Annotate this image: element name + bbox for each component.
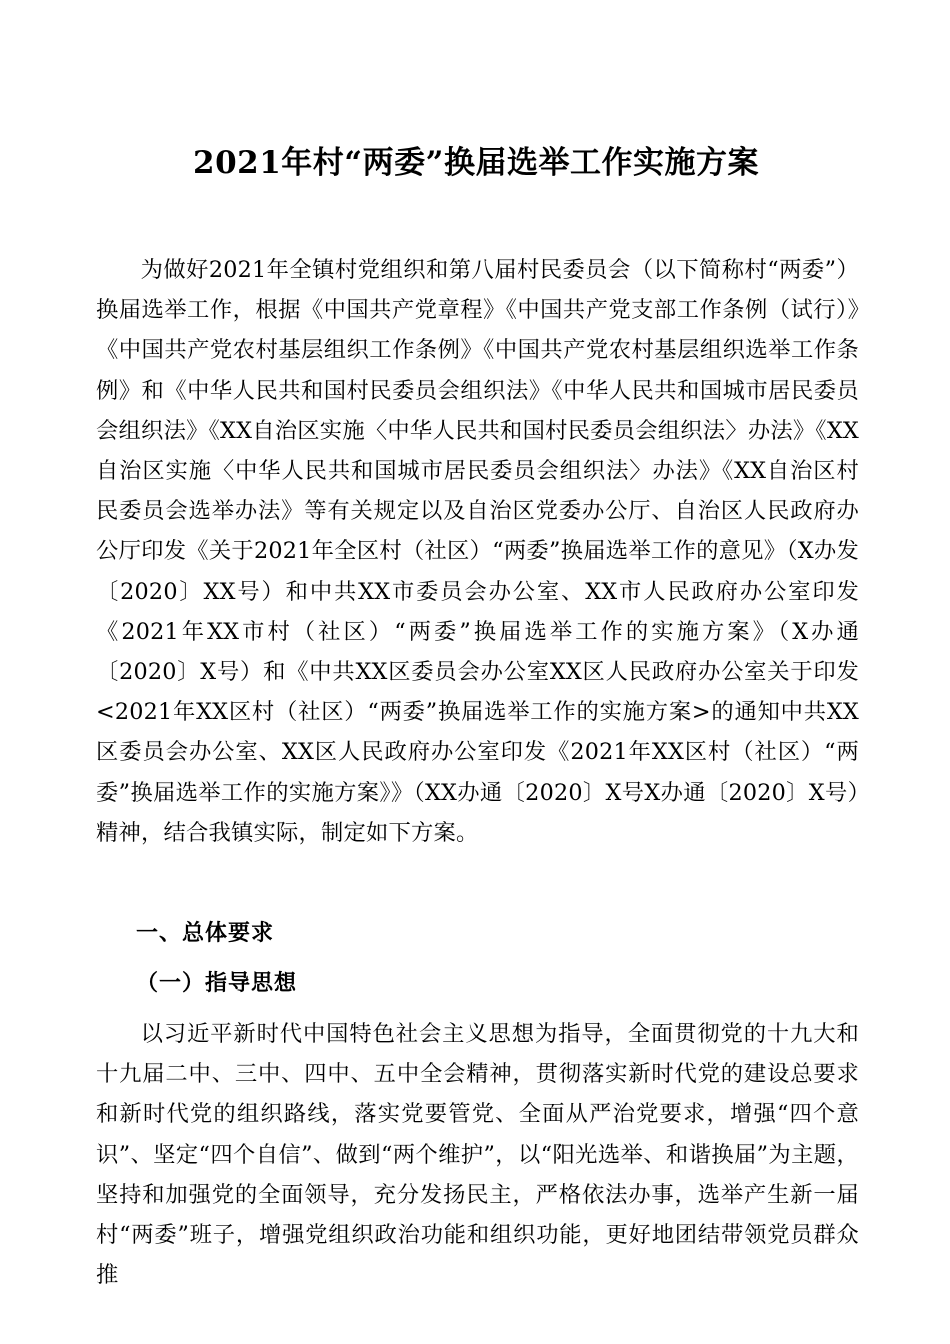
document-title: 2021年村“两委”换届选举工作实施方案: [193, 145, 759, 181]
subsection-heading-guiding-ideology: （一）指导思想: [136, 971, 298, 996]
guiding-ideology-paragraph: 以习近平新时代中国特色社会主义思想为指导，全面贯彻党的十九大和十九届二中、三中、四中、五中全会精神，贯彻落实新时代党的建设总要求和新时代党的组织路线，落实党要管党、全面从严治党要求，增强“四个意识”、坚定“四个自信”、做到“两个维护”，以“阳光选举、和谐换届”为主题，坚持和加强党的全面领导，充分发扬民主，严格依法办事，选举产生新一届村“两委”班子，增强党组织政治功能和组织功能，更好地团结带领党员群众推: [96, 1021, 859, 1289]
intro-paragraph: 为做好2021年全镇村党组织和第八届村民委员会（以下简称村“两委”）换届选举工作，根据《中国共产党章程》《中国共产党支部工作条例（试行）》《中国共产党农村基层组织工作条例》《中国共产党农村基层组织选举工作条例》和《中华人民共和国村民委员会组织法》《中华人民共和国城市居民委员会组织法》《XX自治区实施〈中华人民共和国村民委员会组织法〉办法》《XX自治区实施〈中华人民共和国城市居民委员会组织法〉办法》《XX自治区村民委员会选举办法》等有关规定以及自治区党委办公厅、自治区人民政府办公厅印发《关于2021年全区村（社区）“两委”换届选举工作的意见》（X办发〔2020〕XX号）和中共XX市委员会办公室、XX市人民政府办公室印发《2021年XX市村（社区）“两委”换届选举工作的实施方案》（X办通〔2020〕X号）和《中共XX区委员会办公室XX区人民政府办公室关于印发<2021年XX区村（社区）“两委”换届选举工作的实施方案>的通知中共XX区委员会办公室、XX区人民政府办公室印发《2021年XX区村（社区）“两委”换届选举工作的实施方案》》（XX办通〔2020〕X号X办通〔2020〕X号）精神，结合我镇实际，制定如下方案。: [96, 257, 859, 846]
section-heading-general-requirements: 一、总体要求: [136, 921, 275, 946]
